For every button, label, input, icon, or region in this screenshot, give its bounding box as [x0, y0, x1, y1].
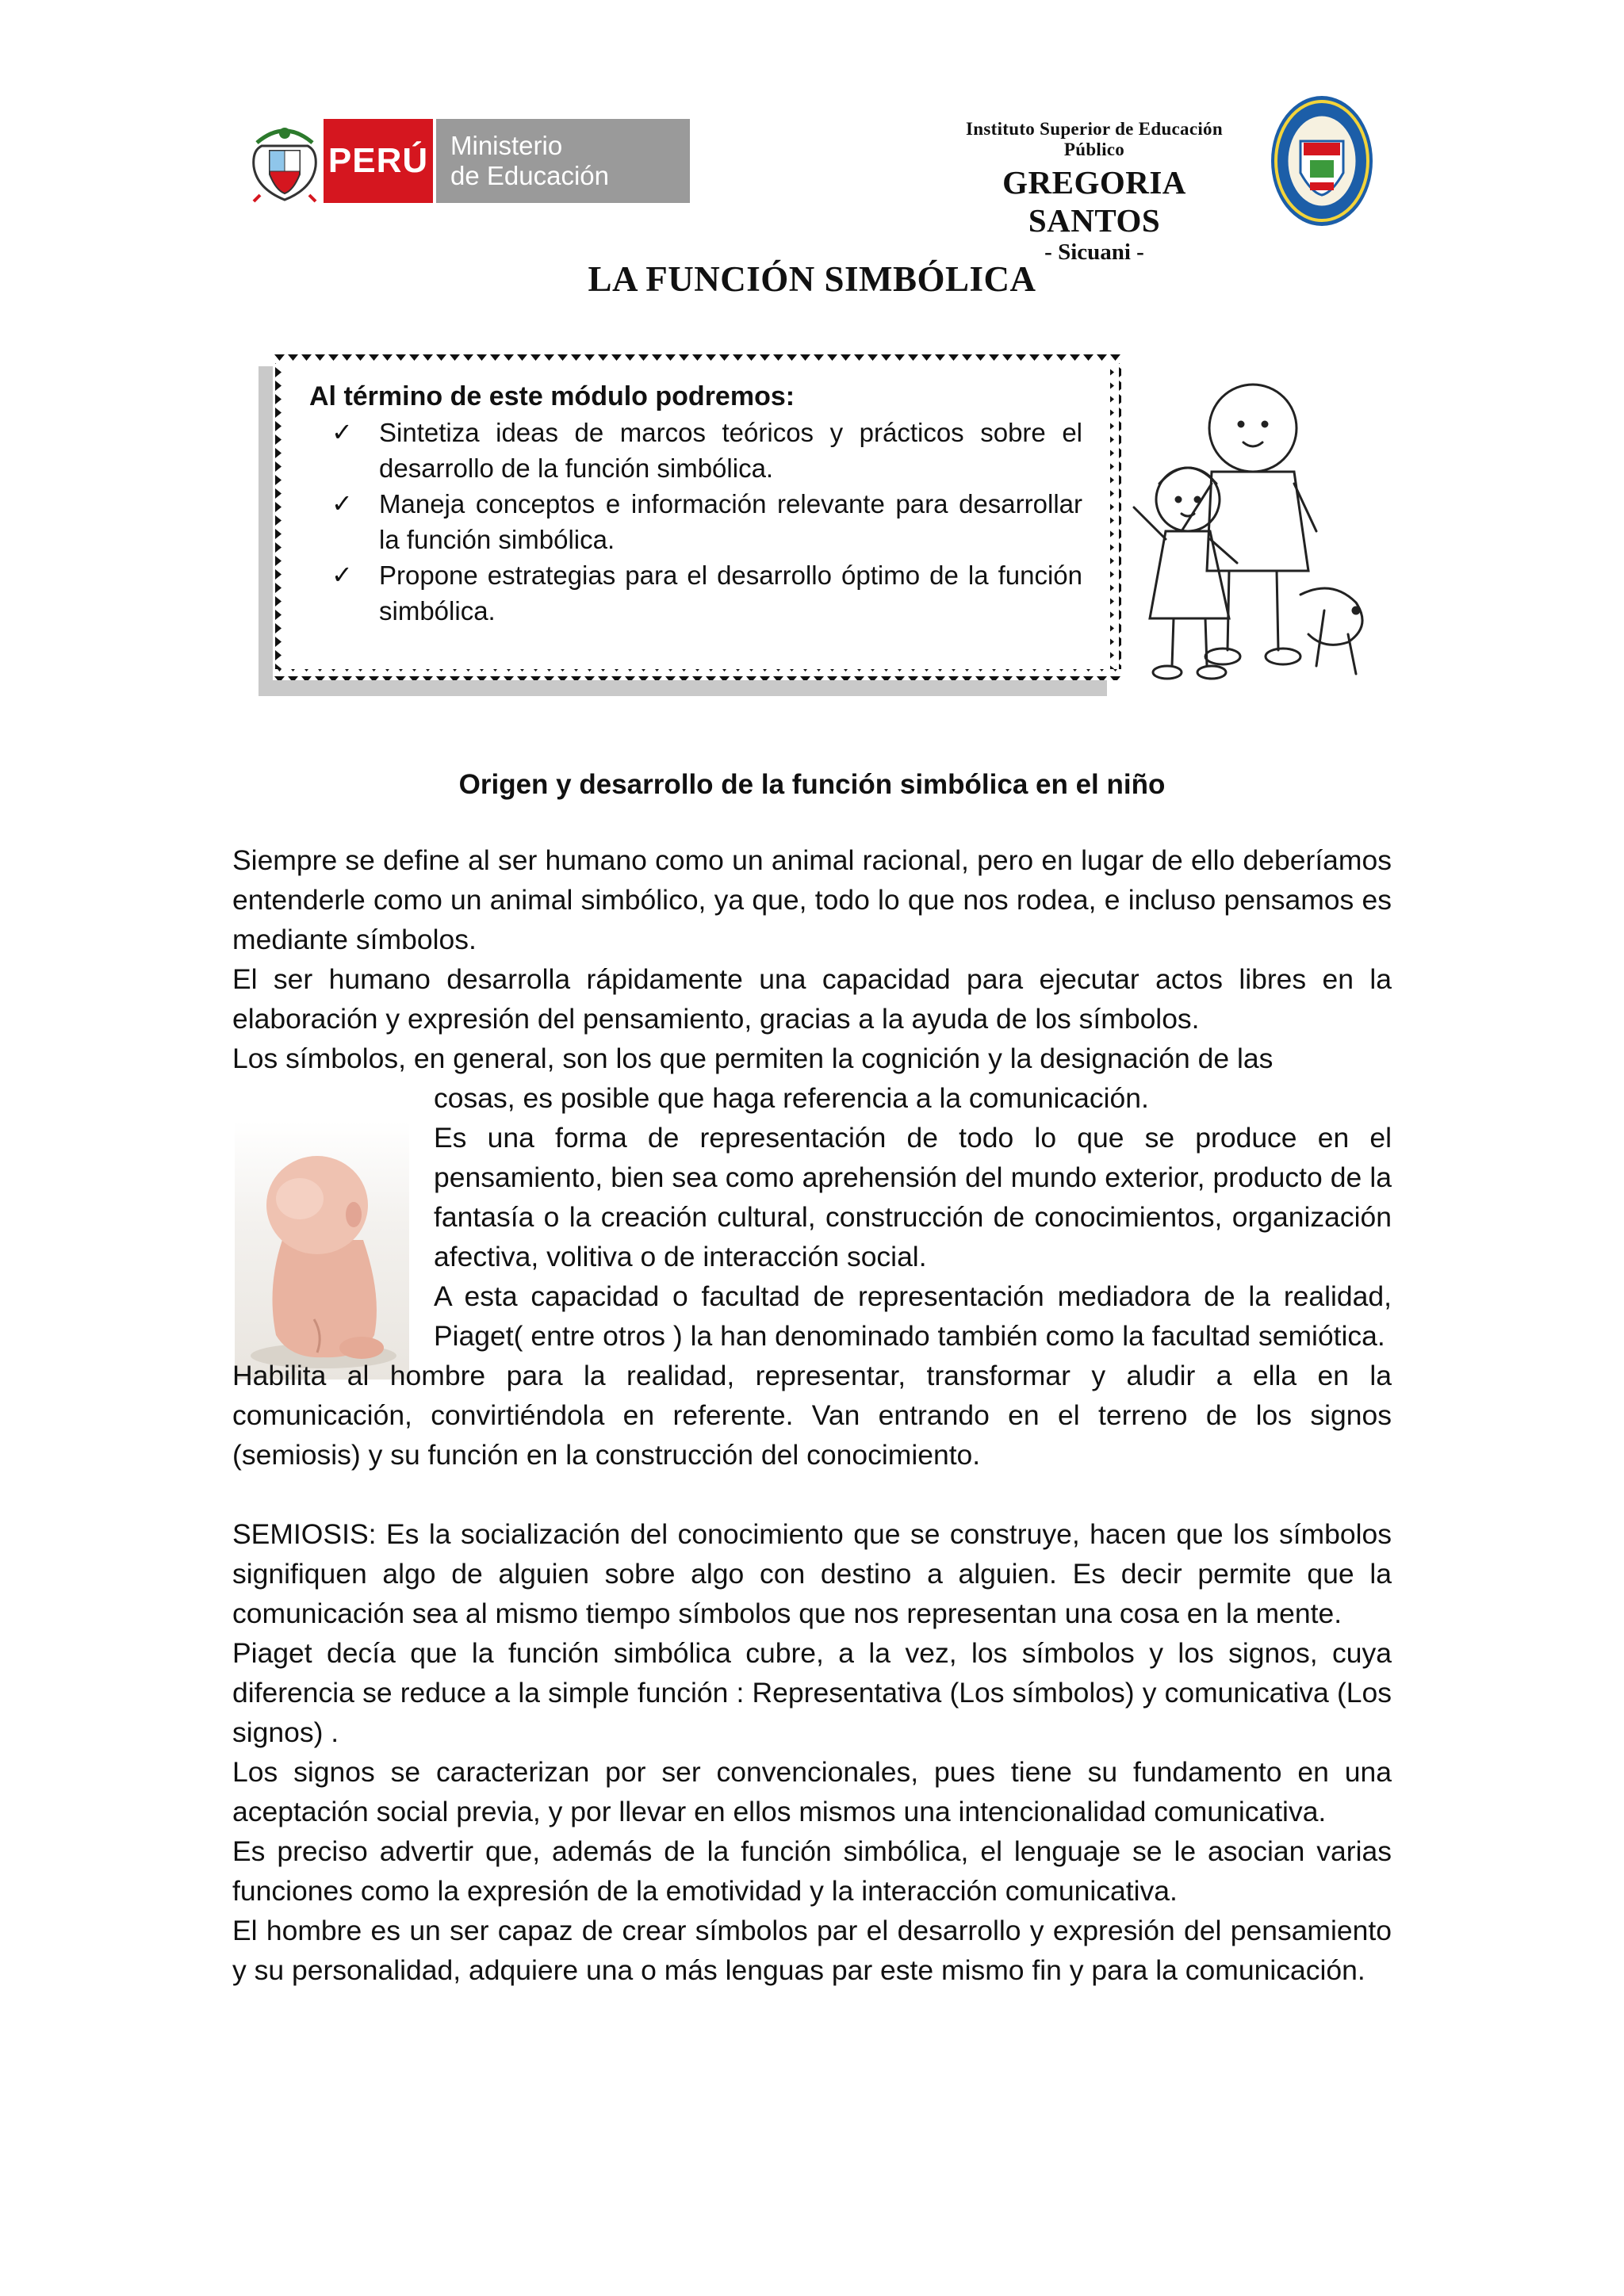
peru-shield-icon	[246, 119, 324, 203]
section-title: Origen y desarrollo de la función simbólica en el niño	[458, 769, 1166, 800]
institute-seal-icon	[1269, 94, 1375, 228]
objective-text: Maneja conceptos e información relevante para desarrollar la función simbólica.	[379, 489, 1082, 554]
paragraph: Es preciso advertir que, además de la función simbólica, el lenguaje se le asocian varias funciones como la expresión de la emotividad y la interacción comunicativa.	[232, 1835, 1392, 1907]
objective-item	[309, 415, 1082, 486]
paragraph-spacer	[232, 1475, 1392, 1514]
peru-label: PERÚ	[324, 119, 433, 203]
objectives-content	[309, 379, 1082, 629]
objective-item	[309, 557, 1082, 629]
paragraph: Siempre se define al ser humano como un animal racional, pero en lugar de ello deberíamos entenderle como un animal simbólico, ya que, todo lo que nos rodea, e incluso pensamos es mediante símbolos.	[232, 844, 1392, 955]
institute-city: - Sicuani -	[1044, 239, 1144, 265]
ministry-line-2: de Educación	[450, 161, 609, 190]
page-title: LA FUNCIÓN SIMBÓLICA	[588, 259, 1036, 299]
body-text	[232, 840, 1392, 1990]
institute-type: Instituto Superior de Educación Público	[966, 119, 1223, 159]
ministry-name	[433, 119, 690, 203]
ministry-logo	[246, 119, 690, 203]
children-illustration	[1118, 373, 1380, 690]
check-icon: ✓	[331, 418, 353, 446]
objectives-box	[273, 352, 1121, 680]
paragraph: Los símbolos, en general, son los que permiten la cognición y la designación de las	[232, 1043, 1274, 1074]
institute-name-block	[936, 119, 1253, 266]
paragraph: Piaget decía que la función simbólica cubre, a la vez, los símbolos y los signos, cuya diferencia se reduce a la simple función : Representativa (Los símbolos) y comunicativa (Los signos) .	[232, 1637, 1392, 1748]
paragraph: Los signos se caracterizan por ser convencionales, pues tiene su fundamento en una aceptación social previa, y por llevar en ellos mismos una intencionalidad comunicativa.	[232, 1756, 1392, 1827]
paragraph: SEMIOSIS: Es la socialización del conocimiento que se construye, hacen que los símbolos signifiquen algo de alguien sobre algo con destino a alguien. Es decir permite que la comunicación sea al mismo tiempo símbolos que nos representan una cosa en la mente.	[232, 1518, 1392, 1629]
paragraph: Es una forma de representación de todo lo que se produce en el pensamiento, bien sea como aprehensión del mundo exterior, producto de la fantasía o la creación cultural, construcción de conocimientos, organización afectiva, volitiva o de interacción social.	[434, 1122, 1392, 1272]
paragraph: Habilita al hombre para la realidad, representar, transformar y aludir a ella en la comunicación, convirtiéndola en referente. Van entrando en el terreno de los signos (semiosis) y su función en la construcción del conocimiento.	[232, 1360, 1392, 1471]
paragraph: El ser humano desarrolla rápidamente una capacidad para ejecutar actos libres en la elaboración y expresión del pensamiento, gracias a la ayuda de los símbolos.	[232, 963, 1392, 1035]
check-icon: ✓	[331, 561, 353, 589]
check-icon: ✓	[331, 489, 353, 518]
objective-text: Propone estrategias para el desarrollo óptimo de la función simbólica.	[379, 561, 1082, 626]
paragraph: A esta capacidad o facultad de representación mediadora de la realidad, Piaget( entre otros ) la han denominado también como la facultad semiótica.	[434, 1280, 1392, 1352]
objectives-heading: Al término de este módulo podremos:	[309, 381, 795, 411]
objective-item	[309, 486, 1082, 557]
ministry-line-1: Ministerio	[450, 131, 563, 160]
objective-text: Sintetiza ideas de marcos teóricos y prácticos sobre el desarrollo de la función simbólica.	[379, 418, 1082, 483]
paragraph: El hombre es un ser capaz de crear símbolos par el desarrollo y expresión del pensamiento y su personalidad, adquiere una o más lenguas par este mismo fin y para la comunicación.	[232, 1915, 1392, 1986]
paragraph: cosas, es posible que haga referencia a la comunicación.	[434, 1082, 1149, 1114]
institute-name: GREGORIA SANTOS	[1002, 164, 1186, 239]
